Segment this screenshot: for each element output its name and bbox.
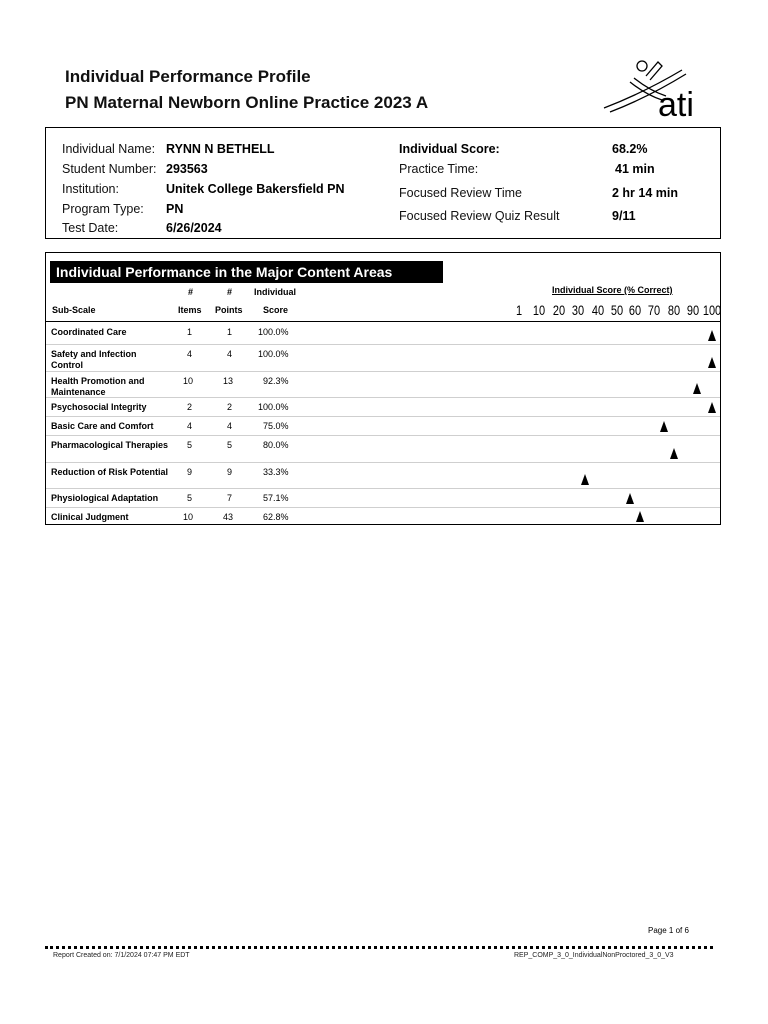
- subscale-header: Sub-Scale: [52, 305, 96, 315]
- points-value: 4: [227, 349, 233, 359]
- program-type-label: Program Type:: [62, 202, 144, 216]
- score-marker: [670, 448, 678, 459]
- row-divider: [46, 507, 720, 508]
- row-divider: [46, 371, 720, 372]
- institution-label: Institution:: [62, 182, 119, 196]
- axis-tick-label: 10: [532, 303, 546, 319]
- score-header: Score: [263, 305, 289, 315]
- items-value: 5: [187, 440, 193, 450]
- row-divider: [46, 344, 720, 345]
- content-areas-panel: [45, 252, 721, 525]
- program-type-value: PN: [166, 202, 184, 216]
- individual-score-value: 68.2%: [612, 142, 648, 156]
- score-marker: [626, 493, 634, 504]
- items-value: 4: [187, 349, 193, 359]
- row-divider: [46, 416, 720, 417]
- score-value: 100.0%: [258, 349, 289, 359]
- name-value: RYNN N BETHELL: [166, 142, 275, 156]
- individual-score-label: Individual Score:: [399, 142, 500, 156]
- axis-tick-label: 40: [591, 303, 605, 319]
- report-id: REP_COMP_3_0_IndividualNonProctored_3_0_V3: [514, 952, 674, 959]
- subscale-name: Basic Care and Comfort: [51, 421, 154, 431]
- test-date-label: Test Date:: [62, 221, 119, 235]
- subscale-name: Health Promotion and Maintenance: [51, 376, 145, 397]
- subscale-name: Pharmacological Therapies: [51, 440, 169, 450]
- axis-tick-label: 90: [686, 303, 700, 319]
- score-marker: [708, 402, 716, 413]
- axis-tick-label: 30: [571, 303, 585, 319]
- points-value: 7: [227, 493, 233, 503]
- points-value: 43: [223, 512, 234, 522]
- score-value: 80.0%: [263, 440, 289, 450]
- student-number-value: 293563: [166, 162, 208, 176]
- page-number: Page 1 of 6: [648, 926, 689, 935]
- items-header-top: #: [188, 287, 194, 297]
- axis-tick-label: 1: [515, 303, 523, 319]
- points-value: 13: [223, 376, 234, 386]
- practice-time-label: Practice Time:: [399, 162, 479, 176]
- score-value: 92.3%: [263, 376, 289, 386]
- points-value: 2: [227, 402, 233, 412]
- focused-review-time-value: 2 hr 14 min: [612, 186, 678, 200]
- points-header-top: #: [227, 287, 233, 297]
- score-value: 33.3%: [263, 467, 289, 477]
- score-marker: [693, 383, 701, 394]
- section-title: Individual Performance in the Major Content Areas: [50, 261, 443, 283]
- focused-review-time-label: Focused Review Time: [399, 186, 522, 200]
- subscale-name: Reduction of Risk Potential: [51, 467, 169, 477]
- subscale-name: Psychosocial Integrity: [51, 402, 147, 412]
- axis-tick-label: 60: [628, 303, 642, 319]
- report-created: Report Created on: 7/1/2024 07:47 PM EDT: [53, 952, 190, 959]
- score-value: 75.0%: [263, 421, 289, 431]
- report-title: Individual Performance Profile: [65, 67, 311, 86]
- score-marker: [636, 511, 644, 522]
- items-value: 5: [187, 493, 193, 503]
- points-value: 9: [227, 467, 233, 477]
- student-info-panel: [45, 127, 721, 239]
- items-value: 10: [183, 512, 194, 522]
- score-marker: [708, 357, 716, 368]
- student-number-label: Student Number:: [62, 162, 157, 176]
- focused-review-quiz-value: 9/11: [612, 209, 636, 223]
- score-marker: [708, 330, 716, 341]
- items-value: 10: [183, 376, 194, 386]
- items-value: 1: [187, 327, 193, 337]
- score-header-top: Individual: [254, 287, 297, 297]
- items-value: 4: [187, 421, 193, 431]
- items-value: 2: [187, 402, 193, 412]
- axis-tick-label: 20: [552, 303, 566, 319]
- focused-review-quiz-label: Focused Review Quiz Result: [399, 209, 560, 223]
- points-header: Points: [215, 305, 243, 315]
- chart-header: Individual Score (% Correct): [552, 285, 673, 295]
- institution-value: Unitek College Bakersfield PN: [166, 182, 345, 196]
- axis-tick-label: 100: [702, 303, 722, 319]
- subscale-name: Coordinated Care: [51, 327, 127, 337]
- test-date-value: 6/26/2024: [166, 221, 222, 235]
- row-divider: [46, 462, 720, 463]
- footer-divider: [45, 946, 713, 949]
- row-divider: [46, 397, 720, 398]
- test-name: PN Maternal Newborn Online Practice 2023 A: [65, 93, 429, 112]
- score-marker: [581, 474, 589, 485]
- score-marker: [660, 421, 668, 432]
- subscale-name: Clinical Judgment: [51, 512, 129, 522]
- items-value: 9: [187, 467, 193, 477]
- name-label: Individual Name:: [62, 142, 156, 156]
- axis-tick-label: 80: [667, 303, 681, 319]
- points-value: 5: [227, 440, 233, 450]
- items-header: Items: [178, 305, 202, 315]
- logo-text: ati: [658, 86, 694, 122]
- subscale-name: Physiological Adaptation: [51, 493, 159, 503]
- row-divider: [46, 435, 720, 436]
- header-divider: [46, 321, 720, 322]
- practice-time-value: 41 min: [615, 162, 655, 176]
- points-value: 1: [227, 327, 233, 337]
- points-value: 4: [227, 421, 233, 431]
- score-value: 57.1%: [263, 493, 289, 503]
- subscale-name: Safety and Infection Control: [51, 349, 137, 370]
- axis-tick-label: 70: [647, 303, 661, 319]
- row-divider: [46, 488, 720, 489]
- ati-logo: [600, 56, 710, 122]
- score-value: 100.0%: [258, 327, 289, 337]
- score-value: 100.0%: [258, 402, 289, 412]
- axis-tick-label: 50: [610, 303, 624, 319]
- score-value: 62.8%: [263, 512, 289, 522]
